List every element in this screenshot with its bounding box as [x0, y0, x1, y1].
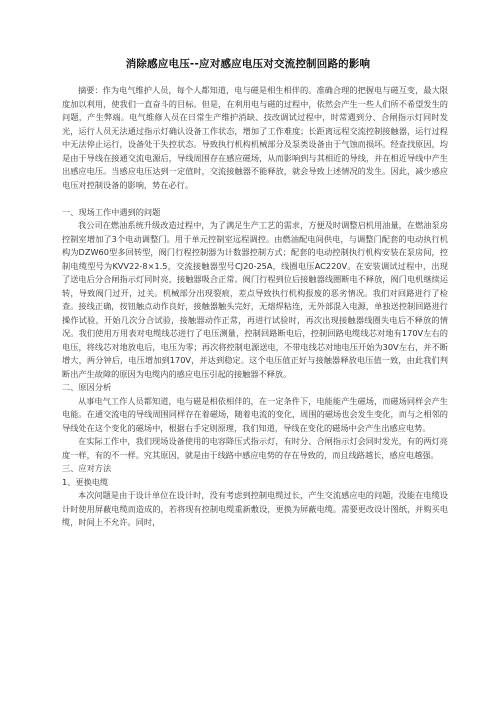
- section-heading: 三、应对方法: [62, 463, 112, 473]
- section-heading: 二、原因分析: [62, 382, 112, 392]
- spacer: [62, 192, 448, 206]
- section-paragraph: 我公司在燃油系统升级改造过程中，为了满足生产工艺的需求，方便及时调整启机用油量，在燃油泵房控制室增加了3个电动调整门。用于单元控制室远程调控。由燃油配电间供电，与调整门配套的电动执行机构为DZW60型多回转型，阀门行程控制器为计数器控制方式；配套的电动控制执行机构安装在泵房间，控制电缆型号为KVV22-8×1.5，交流接触器型号CJ20-25A，线圈电压AC220V。在安装调试过程中，出现了送电后分合闸指示灯同时亮，接触器吸合正常。阀门行程到位后接触器线圈断电不释放，阀门电机继续运转，导致阀门过开，过关。机械部分出现裂痕，差点导致执行机构报废的恶劣情况。我们对回路进行了检查。接线正确，按钮触点动作良好，接触器触头完好，无熔焊粘连，无外部混入电源，单独送控制回路进行操作试验，开始几次分合试验，接触器动作正常，再进行试验时，再次出现接触器线圈失电后不释放的情况。我们使用万用表对电缆线芯进行了电压测量，控制回路断电后，控制回路电缆线芯对地有170V左右的电压，将线芯对地放电后，电压为零；再次将控制电源送电，不带电线芯对地电压开始为30V左右，并不断增大，两分钟后，电压增加到170V，并达到稳定。这个电压值正好与接触器释放电压值一致，由此我们判断出产生故障的原因为电缆内的感应电压引起的接触器不释放。: [62, 220, 448, 379]
- document-body: [62, 84, 448, 530]
- section-paragraph: 本次问题是由于设计单位在设计时，没有考虑到控制电缆过长，产生交流感应电的问题，没能在电缆设计时使用屏蔽电缆而造成的，若将现有控制电缆重新敷设，更换为屏蔽电缆。需要更改设计图纸，并购买电缆，时间上不允许。同时，: [62, 490, 448, 527]
- document-title: 消除感应电压--应对感应电压对交流控制回路的影响: [125, 58, 371, 70]
- section-paragraph: 从事电气工作人员都知道，电与磁是相依相伴的，在一定条件下，电能能产生磁场，而磁场同样会产生电能。在通交流电的导线周围同样存在着磁场，随着电流的变化，周围的磁场也会发生变化，而与之相邻的导线处在这个变化的磁场中，根据右手定则原理，我们知道，导线在变化的磁场中会产生出感应电势。: [62, 395, 448, 433]
- section-paragraph: 在实际工作中，我们现场设备使用的电容降压式指示灯，有时分、合闸指示灯会同时发光，有的两灯亮度一样，有的不一样。究其原因，就是由于线路中感应电势的存在导致的，而且线路越长，感应电越强。: [62, 436, 448, 460]
- abstract-paragraph: 摘要：作为电气维护人员，每个人都知道，电与磁是相生相伴的。准确合理的把握电与磁互变，最大限度加以利用，使我们一直奋斗的目标。但是，在利用电与磁的过程中，依然会产生一些人们所不希望发生的问题，产生弊端。电气维修人员在日常生产维护消缺、技改调试过程中，时常遇到分、合闸指示灯同时发光，运行人员无法通过指示灯确认设备工作状态，增加了工作难度；长距离远程交流控制接触器，运行过程中无法停止运行，设备处于失控状态。导致执行机构机械部分及泵类设备由于气蚀而损坏。经查找原因，均是由于导线在接通交流电源后，导线周围存在感应磁场，从而影响到与其相近的导线，并在相近导线中产生出感应电压。当感应电压达到一定值时，交流接触器不能释放，就会导致上述情况的发生。因此，减少感应电压对控制设备的影响，势在必行。: [62, 85, 448, 190]
- subsection-heading: 1、更换电缆: [62, 476, 109, 487]
- section-heading: 一、现场工作中遇到的问题: [62, 206, 161, 217]
